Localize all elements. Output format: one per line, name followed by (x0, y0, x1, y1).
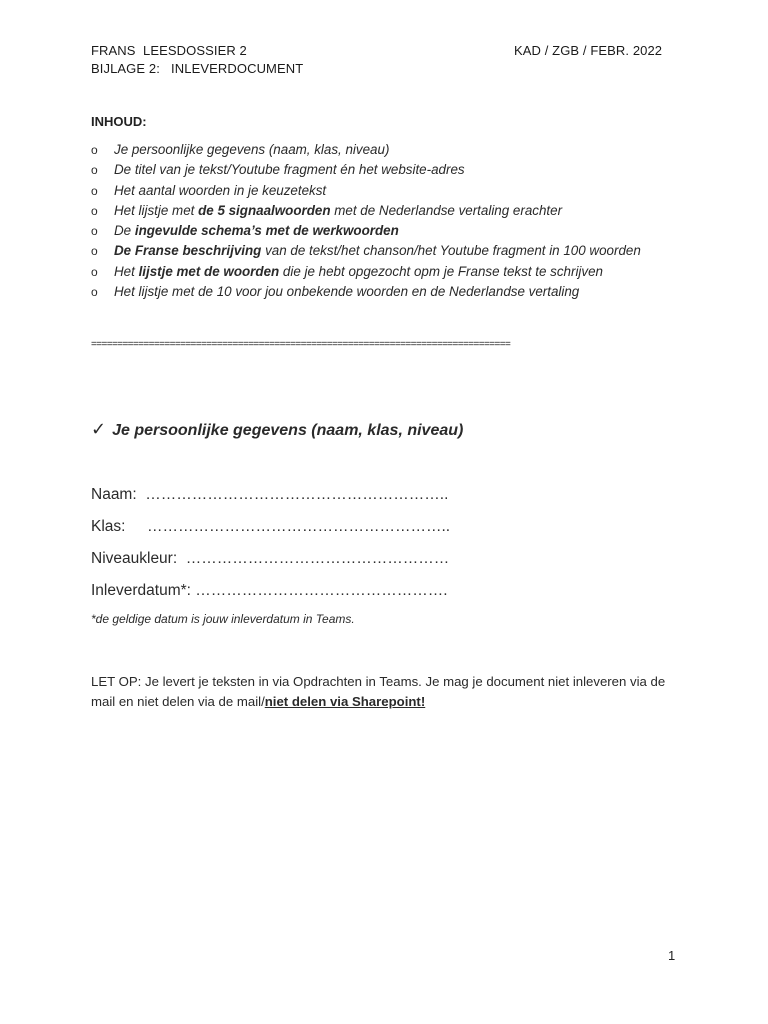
toc-item-text: van de tekst/het chanson/het Youtube fragment in 100 woorden (261, 243, 641, 259)
toc-item-text: lijstje met de woorden (138, 263, 280, 279)
toc-item-text: De (114, 223, 135, 239)
bullet-icon: o (91, 264, 98, 279)
toc-item (91, 262, 641, 282)
toc-heading: INHOUD: (91, 114, 147, 129)
divider-line: ================================================================================ (91, 339, 511, 350)
bullet-icon: o (91, 203, 98, 218)
document-meta: KAD / ZGB / FEBR. 2022 (514, 43, 663, 58)
toc-item (91, 282, 641, 302)
toc-item (91, 160, 641, 180)
name-field: Naam: ………………………………………………….. (91, 486, 449, 503)
checkmark-icon: ✓ (91, 419, 107, 439)
toc-item-text: de 5 signaalwoorden (198, 202, 331, 218)
toc-item-text: De Franse beschrijving (114, 243, 262, 259)
bullet-icon: o (91, 143, 98, 157)
section-heading (91, 419, 463, 440)
toc-item (91, 241, 641, 261)
notice-paragraph (91, 672, 681, 712)
toc-item-text: met de Nederlandse vertaling erachter (330, 202, 563, 218)
notice-text: LET OP: Je levert je teksten in via Opdrachten in Teams. Je mag je document niet inleveren via de mail en niet delen via de mail/ (91, 674, 666, 709)
notice-bold-text: niet delen via Sharepoint! (264, 694, 426, 709)
toc-item-text: Het lijstje met (114, 202, 199, 218)
bullet-icon: o (91, 163, 98, 178)
submission-date-field: Inleverdatum*: …………………………………………. (91, 582, 448, 599)
section-heading-text: Je persoonlijke gegevens (naam, klas, niveau) (112, 422, 464, 439)
toc-item (91, 140, 641, 160)
document-title: FRANS LEESDOSSIER 2 (91, 43, 247, 58)
level-color-field: Niveaukleur: …………………………………………… (91, 550, 450, 567)
toc-item (91, 201, 641, 221)
page-number: 1 (668, 948, 676, 963)
toc-item-text: Het lijstje met de 10 voor jou onbekende woorden en de Nederlandse vertaling (114, 284, 580, 300)
toc-item (91, 181, 641, 201)
toc-item (91, 221, 641, 241)
toc-item-text: De titel van je tekst/Youtube fragment én het website-adres (114, 162, 465, 178)
toc-item-text: Het (114, 263, 139, 279)
toc-item-text: Je persoonlijke gegevens (naam, klas, niveau) (114, 142, 390, 157)
toc-list (91, 140, 641, 302)
date-footnote: *de geldige datum is jouw inleverdatum in Teams. (91, 612, 355, 626)
bullet-icon: o (91, 224, 98, 239)
bullet-icon: o (91, 244, 98, 259)
toc-item-text: Het aantal woorden in je keuzetekst (114, 182, 327, 198)
toc-item-text: die je hebt opgezocht opm je Franse tekst te schrijven (279, 263, 603, 279)
bullet-icon: o (91, 183, 98, 198)
bullet-icon: o (91, 285, 98, 300)
toc-item-text: ingevulde schema’s met de werkwoorden (134, 223, 399, 239)
class-field: Klas: ………………………………………………….. (91, 518, 451, 535)
document-subtitle: BIJLAGE 2: INLEVERDOCUMENT (91, 61, 304, 76)
